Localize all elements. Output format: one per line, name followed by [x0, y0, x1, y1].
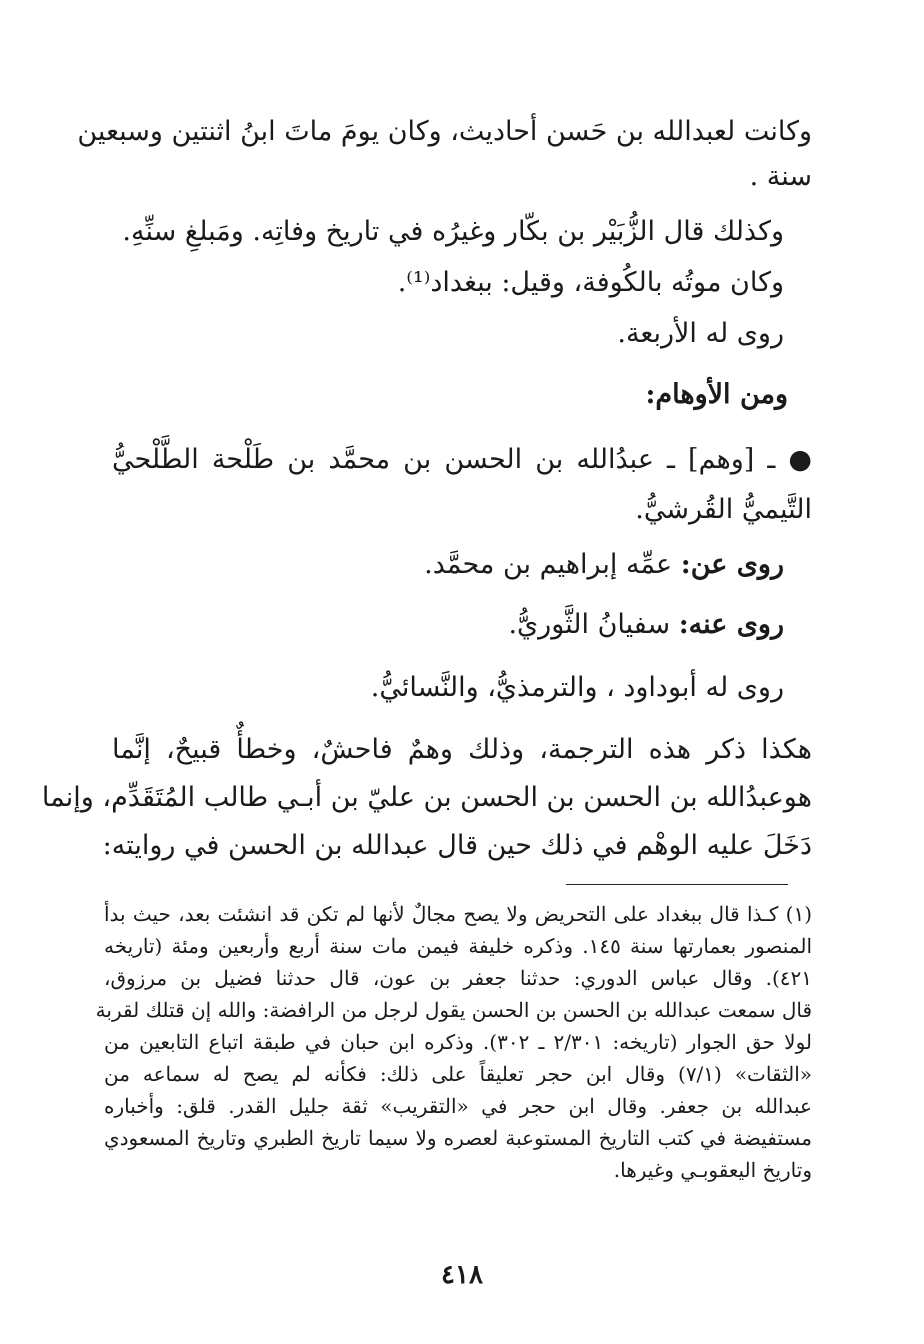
rawa-an-text: عمِّه إبراهيم بن محمَّد. [424, 549, 673, 580]
rawa-an-label: روى عن: [680, 549, 784, 580]
footnote-line-5: لولا حق الجوار (تاريخه: ٢/٣٠١ ـ ٣٠٢). وذكره ابن حبان في طبقة اتباع التابعين من [104, 1030, 813, 1054]
rawa-anhu-text: سفيانُ الثَّوريُّ. [508, 609, 671, 640]
footnote-line-4: قال سمعت عبدالله بن الحسن بن الحسن يقول لرجل من الرافضة: والله إن قتلك لقربة [95, 998, 812, 1022]
paragraph-1-line-2: سنة . [749, 161, 812, 192]
rawa-lahu: روى له أبوداود ، والترمذيُّ، والنَّسائيُّ. [370, 672, 784, 703]
paragraph-1-line-1: وكانت لعبدالله بن حَسن أحاديث، وكان يومَ ماتَ ابنُ اثنتين وسبعين [77, 116, 812, 147]
footnote-line-8: مستفيضة في كتب التاريخ المستوعبة لعصره ولا سيما تاريخ الطبري وتاريخ المسعودي [104, 1126, 812, 1150]
comment-line-2: هوعبدُالله بن الحسن بن الحسن بن عليّ بن أبـي طالب المُتَقَدِّم، وإنما [41, 782, 812, 813]
paragraph-4: روى له الأربعة. [617, 318, 784, 349]
comment-line-3: دَخَلَ عليه الوهْم في ذلك حين قال عبدالله بن الحسن في روايته: [102, 830, 812, 861]
entry-line-2: التَّيميُّ القُرشيُّ. [635, 494, 812, 525]
footnote-separator [566, 884, 788, 885]
footnote-line-9: وتاريخ اليعقوبـي وغيرها. [613, 1158, 812, 1182]
footnote-line-7: عبدالله بن جعفر. وقال ابن حجر في «التقريب» ثقة جليل القدر. قلق: وأخباره [104, 1094, 812, 1118]
paragraph-3: وكان موتُه بالكُوفة، وقيل: ببغداد⁽¹⁾. [397, 267, 784, 298]
footnote-line-1: (١) كـذا قال ببغداد على التحريض ولا يصح مجالٌ لأنها لم تكن قد انشئت بعد، حيث بدأ [104, 902, 812, 926]
footnote-line-6: «الثقات» (٧/١) وقال ابن حجر تعليقاً على ذلك: فكأنه لم يصح له سماعه من [104, 1062, 813, 1086]
paragraph-2: وكذلك قال الزُّبَيْر بن بكّار وغيرُه في تاريخ وفاتِه. ومَبلغِ سنِّهِ. [122, 216, 784, 247]
page-number: ٤١٨ [441, 1260, 483, 1290]
comment-line-1: هكذا ذكر هذه الترجمة، وذلك وهمٌ فاحشٌ، وخطأٌ قبيحٌ، إنَّما [112, 734, 812, 765]
entry-line-1: ● ـ [وهم] ـ عبدُالله بن الحسن بن محمَّد بن طَلْحة الطَّلْحيُّ [112, 444, 812, 475]
footnote-line-3: ٤٢١). وقال عباس الدوري: حدثنا جعفر بن عون، قال حدثنا فضيل بن مرزوق، [104, 966, 812, 990]
rawa-anhu-label: روى عنه: [678, 609, 784, 640]
rawa-an-row [424, 545, 784, 585]
footnote-line-2: المنصور بعمارتها سنة ١٤٥. وذكره خليفة فيمن مات سنة أربع وأربعين ومئة (تاريخه [104, 934, 813, 958]
rawa-anhu-row [508, 605, 784, 645]
section-heading: ومن الأوهام: [645, 379, 788, 410]
